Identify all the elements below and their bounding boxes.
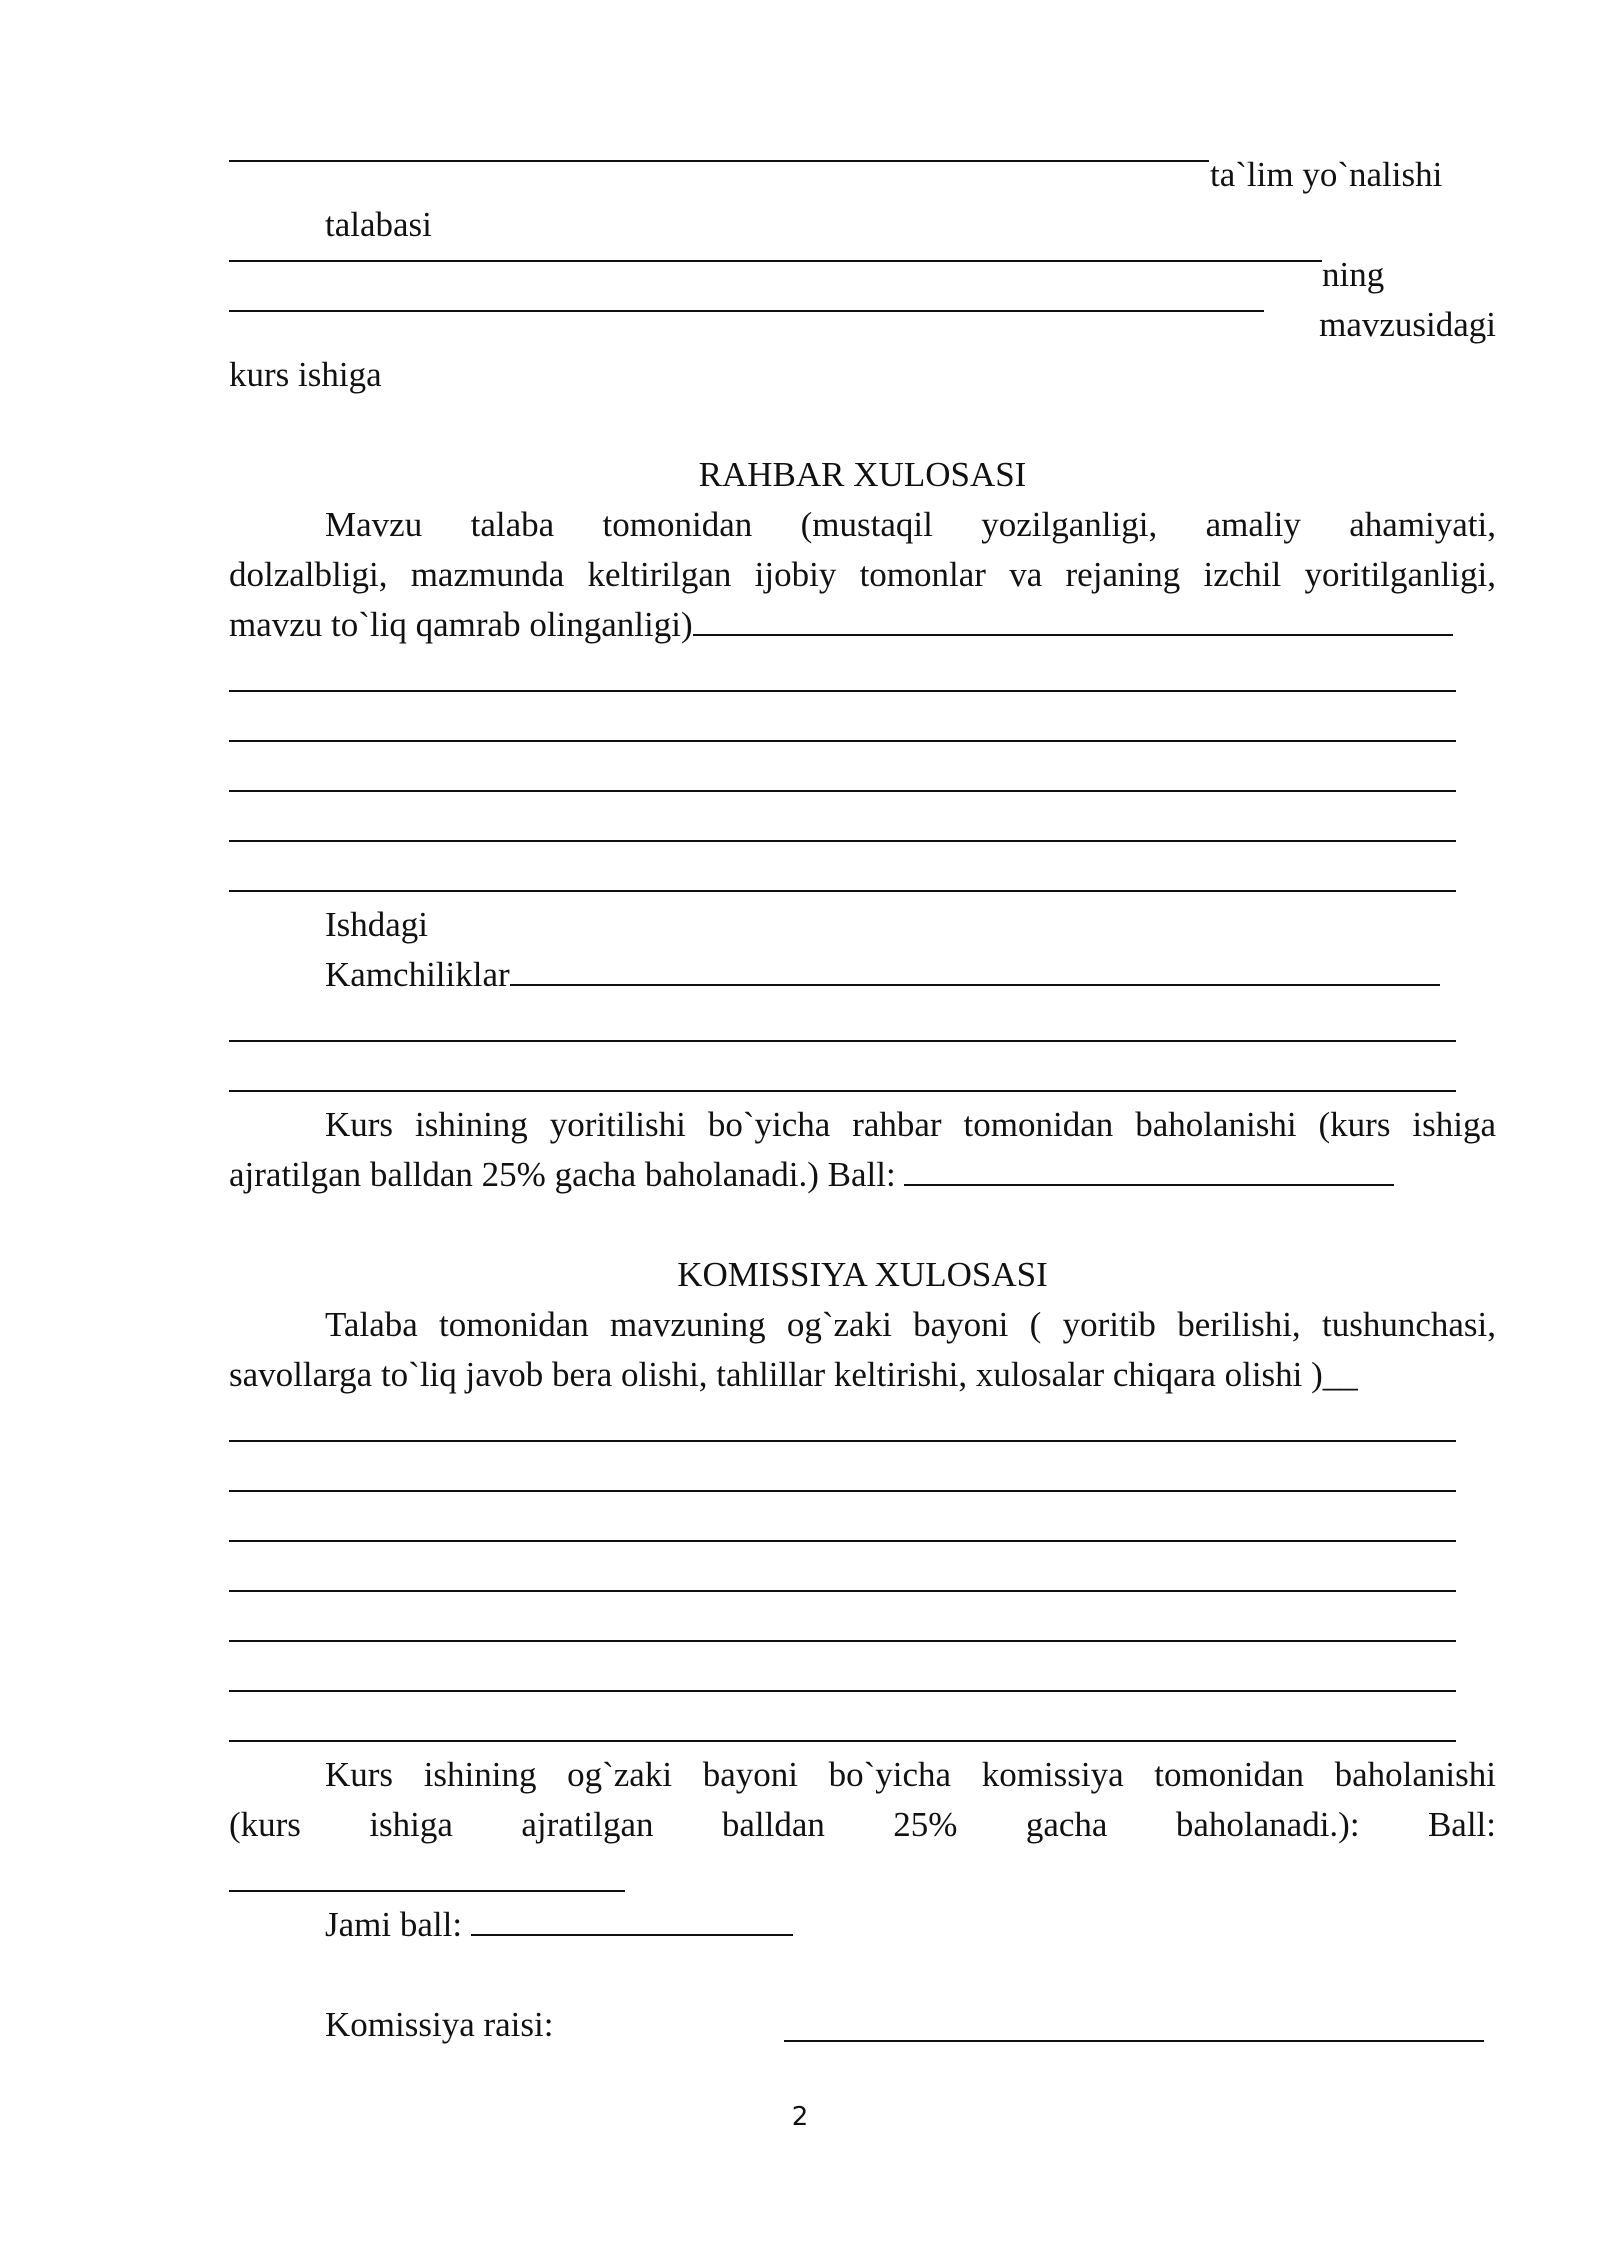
jami-ball-blank[interactable] (471, 1904, 793, 1936)
page-number: 2 (791, 2102, 809, 2132)
komissiya-blank-line[interactable] (229, 1590, 1456, 1592)
topic-blank[interactable] (229, 310, 1264, 312)
komissiya-blank-line[interactable] (229, 1440, 1456, 1442)
komissiya-score-line1: Kurs ishining og`zaki bayoni bo`yicha komissiya tomonidan baholanishi (325, 1755, 1496, 1794)
rahbar-para-line2: dolzalbligi, mazmunda keltirilgan ijobiy tomonlar va rejaning izchil yoritilganligi, (229, 555, 1496, 594)
ning-label: ning (1322, 255, 1385, 294)
komissiya-title: KOMISSIYA XULOSASI (677, 1255, 1048, 1294)
kamchiliklar-blank-line[interactable] (229, 1090, 1456, 1092)
raisi-label: Komissiya raisi: (325, 2005, 554, 2044)
rahbar-blank-line[interactable] (229, 690, 1456, 692)
komissiya-blank-line[interactable] (229, 1690, 1456, 1692)
komissiya-blank-line[interactable] (229, 1640, 1456, 1642)
rahbar-score-row (229, 1150, 1496, 1200)
mavzusidagi-label: mavzusidagi (1319, 305, 1496, 344)
komissiya-blank-line[interactable] (229, 1740, 1456, 1742)
rahbar-blank-line[interactable] (229, 840, 1456, 842)
rahbar-ball-blank[interactable] (904, 1154, 1394, 1186)
rahbar-blank-line[interactable] (229, 890, 1456, 892)
komissiya-blank-line[interactable] (229, 1540, 1456, 1542)
rahbar-summary-blank[interactable] (693, 604, 1453, 636)
rahbar-para-line1: Mavzu talaba tomonidan (mustaqil yozilganligi, amaliy ahamiyati, (325, 505, 1496, 544)
student-name-blank[interactable] (229, 260, 1322, 262)
raisi-signature-blank[interactable] (784, 2040, 1484, 2042)
kamchiliklar-row (325, 950, 1496, 1000)
komissiya-score-line2: (kurs ishiga ajratilgan balldan 25% gacha baholanadi.): Ball: (229, 1805, 1496, 1844)
komissiya-para-line1: Talaba tomonidan mavzuning og`zaki bayoni ( yoritib berilishi, tushunchasi, (325, 1305, 1496, 1344)
rahbar-para-line3: mavzu to`liq qamrab olinganligi) (229, 605, 693, 644)
rahbar-title: RAHBAR XULOSASI (698, 455, 1027, 494)
kamchiliklar-blank-line[interactable] (229, 1040, 1456, 1042)
direction-blank[interactable] (229, 160, 1209, 162)
komissiya-ball-blank[interactable] (229, 1890, 625, 1892)
kamchiliklar-label: Kamchiliklar (325, 955, 510, 994)
rahbar-blank-line[interactable] (229, 740, 1456, 742)
jami-row (325, 1900, 1496, 1950)
rahbar-blank-line[interactable] (229, 790, 1456, 792)
kamchiliklar-blank[interactable] (510, 954, 1440, 986)
ishdagi-label: Ishdagi (325, 905, 429, 944)
rahbar-score-label: ajratilgan balldan 25% gacha baholanadi.) Ball: (229, 1155, 905, 1194)
rahbar-score-line1: Kurs ishining yoritilishi bo`yicha rahbar tomonidan baholanishi (kurs ishiga (325, 1105, 1496, 1144)
talim-label: ta`lim yo`nalishi (1210, 155, 1443, 194)
rahbar-para-line3-row (229, 600, 1496, 650)
jami-label: Jami ball: (325, 1905, 471, 1944)
talabasi-label: talabasi (325, 205, 432, 244)
kurs-ishiga-label: kurs ishiga (229, 355, 382, 394)
komissiya-para-line2: savollarga to`liq javob bera olishi, tahlillar keltirishi, xulosalar chiqara olishi )__ (229, 1355, 1358, 1394)
komissiya-blank-line[interactable] (229, 1490, 1456, 1492)
